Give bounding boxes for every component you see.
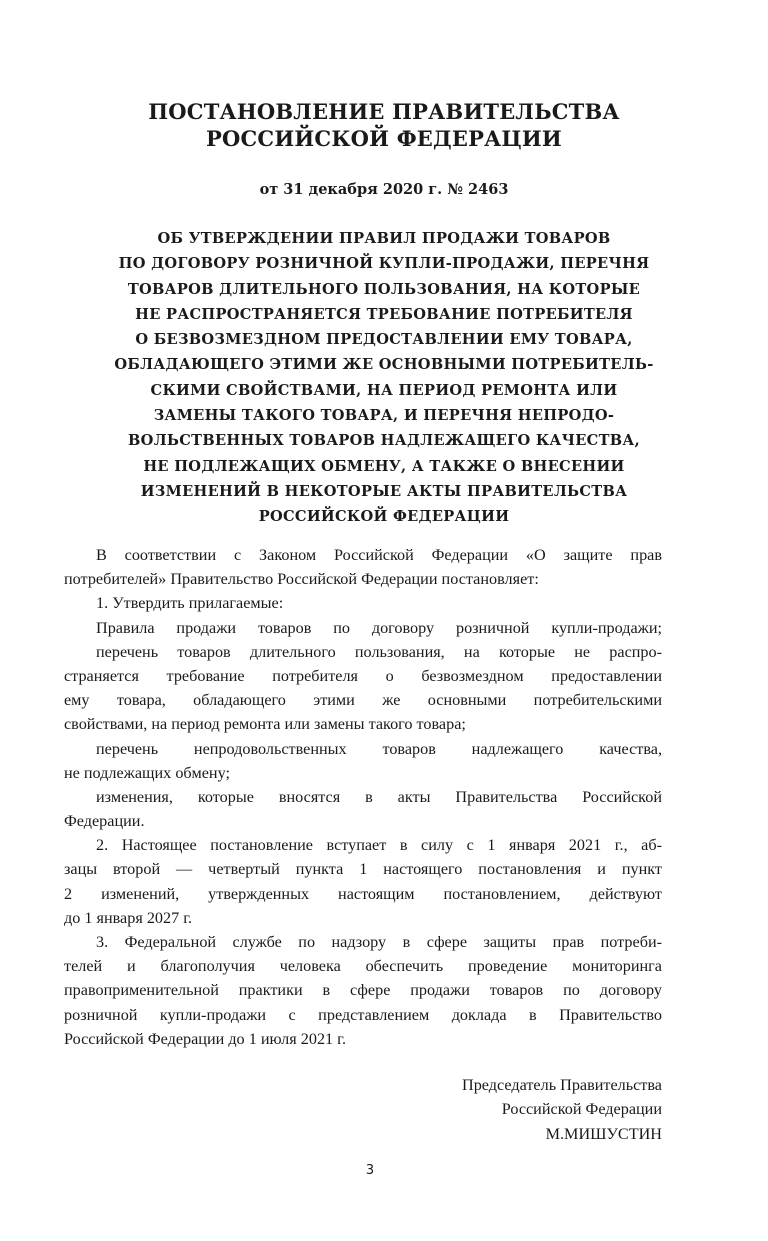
subject-line: ОБЛАДАЮЩЕГО ЭТИМИ ЖЕ ОСНОВНЫМИ ПОТРЕБИТЕЛЬ- <box>114 356 654 374</box>
document-date: от 31 декабря 2020 г. № 2463 <box>259 181 509 198</box>
body-line: телей и благополучия человека обеспечить проведение мониторинга <box>64 957 662 976</box>
subject-line: ОБ УТВЕРЖДЕНИИ ПРАВИЛ ПРОДАЖИ ТОВАРОВ <box>157 230 611 247</box>
page-number: 3 <box>365 1163 375 1178</box>
subject-line: СКИМИ СВОЙСТВАМИ, НА ПЕРИОД РЕМОНТА ИЛИ <box>150 381 618 399</box>
subject-line: ИЗМЕНЕНИЙ В НЕКОТОРЫЕ АКТЫ ПРАВИТЕЛЬСТВА <box>140 482 628 500</box>
body-line: Федерации. <box>64 812 145 831</box>
body-line: розничной купли-продажи с представлением доклада в Правительство <box>64 1005 662 1024</box>
body-line: ему товара, обладающего этими же основными потребительскими <box>64 691 662 710</box>
body-line: 1. Утвердить прилагаемые: <box>96 594 284 613</box>
signature-block <box>462 1073 662 1146</box>
document-subject <box>60 226 708 530</box>
signature-name: М.МИШУСТИН <box>545 1124 662 1143</box>
body-line: свойствами, на период ремонта или замены такого товара; <box>64 715 466 734</box>
title-line: ПОСТАНОВЛЕНИЕ ПРАВИТЕЛЬСТВА <box>148 99 620 124</box>
subject-line: РОССИЙСКОЙ ФЕДЕРАЦИИ <box>258 508 510 526</box>
body-line: перечень непродовольственных товаров надлежащего качества, <box>96 739 662 758</box>
document-body <box>64 543 662 1051</box>
signature-organization: Российской Федерации <box>501 1100 662 1119</box>
body-line: В соответствии с Законом Российской Федерации «О защите прав <box>96 546 662 564</box>
subject-line: ЗАМЕНЫ ТАКОГО ТОВАРА, И ПЕРЕЧНЯ НЕПРОДО- <box>153 407 615 425</box>
body-line: страняется требование потребителя о безвозмездном предоставлении <box>64 666 662 685</box>
body-line: 3. Федеральной службе по надзору в сфере защиты прав потреби- <box>96 933 662 951</box>
body-line: изменения, которые вносятся в акты Правительства Российской <box>96 787 662 806</box>
body-line: 2 изменений, утвержденных настоящим постановлением, действуют <box>64 884 662 903</box>
body-line: Российской Федерации до 1 июля 2021 г. <box>64 1029 347 1048</box>
subject-line: О БЕЗВОЗМЕЗДНОМ ПРЕДОСТАВЛЕНИИ ЕМУ ТОВАРА, <box>135 331 633 349</box>
signature-position: Председатель Правительства <box>462 1076 662 1094</box>
body-line: до 1 января 2027 г. <box>64 908 193 927</box>
subject-line: НЕ РАСПРОСТРАНЯЕТСЯ ТРЕБОВАНИЕ ПОТРЕБИТЕЛЯ <box>135 305 633 323</box>
document-title <box>60 98 708 152</box>
subject-line: ТОВАРОВ ДЛИТЕЛЬНОГО ПОЛЬЗОВАНИЯ, НА КОТОРЫЕ <box>127 280 641 298</box>
title-line: РОССИЙСКОЙ ФЕДЕРАЦИИ <box>206 126 562 151</box>
body-line: потребителей» Правительство Российской Федерации постановляет: <box>64 570 539 589</box>
body-line: зацы второй — четвертый пункта 1 настоящего постановления и пункт <box>64 860 662 879</box>
body-line: 2. Настоящее постановление вступает в силу с 1 января 2021 г., аб- <box>96 836 662 855</box>
body-line: Правила продажи товаров по договору розничной купли-продажи; <box>96 618 662 637</box>
subject-line: НЕ ПОДЛЕЖАЩИХ ОБМЕНУ, А ТАКЖЕ О ВНЕСЕНИИ <box>143 457 625 475</box>
body-line: не подлежащих обмену; <box>64 763 230 782</box>
body-line: перечень товаров длительного пользования, на которые не распро- <box>96 642 662 661</box>
subject-line: ПО ДОГОВОРУ РОЗНИЧНОЙ КУПЛИ-ПРОДАЖИ, ПЕРЕЧНЯ <box>118 255 650 273</box>
body-line: правоприменительной практики в сфере продажи товаров по договору <box>64 981 662 1000</box>
subject-line: ВОЛЬСТВЕННЫХ ТОВАРОВ НАДЛЕЖАЩЕГО КАЧЕСТВА, <box>128 432 640 450</box>
